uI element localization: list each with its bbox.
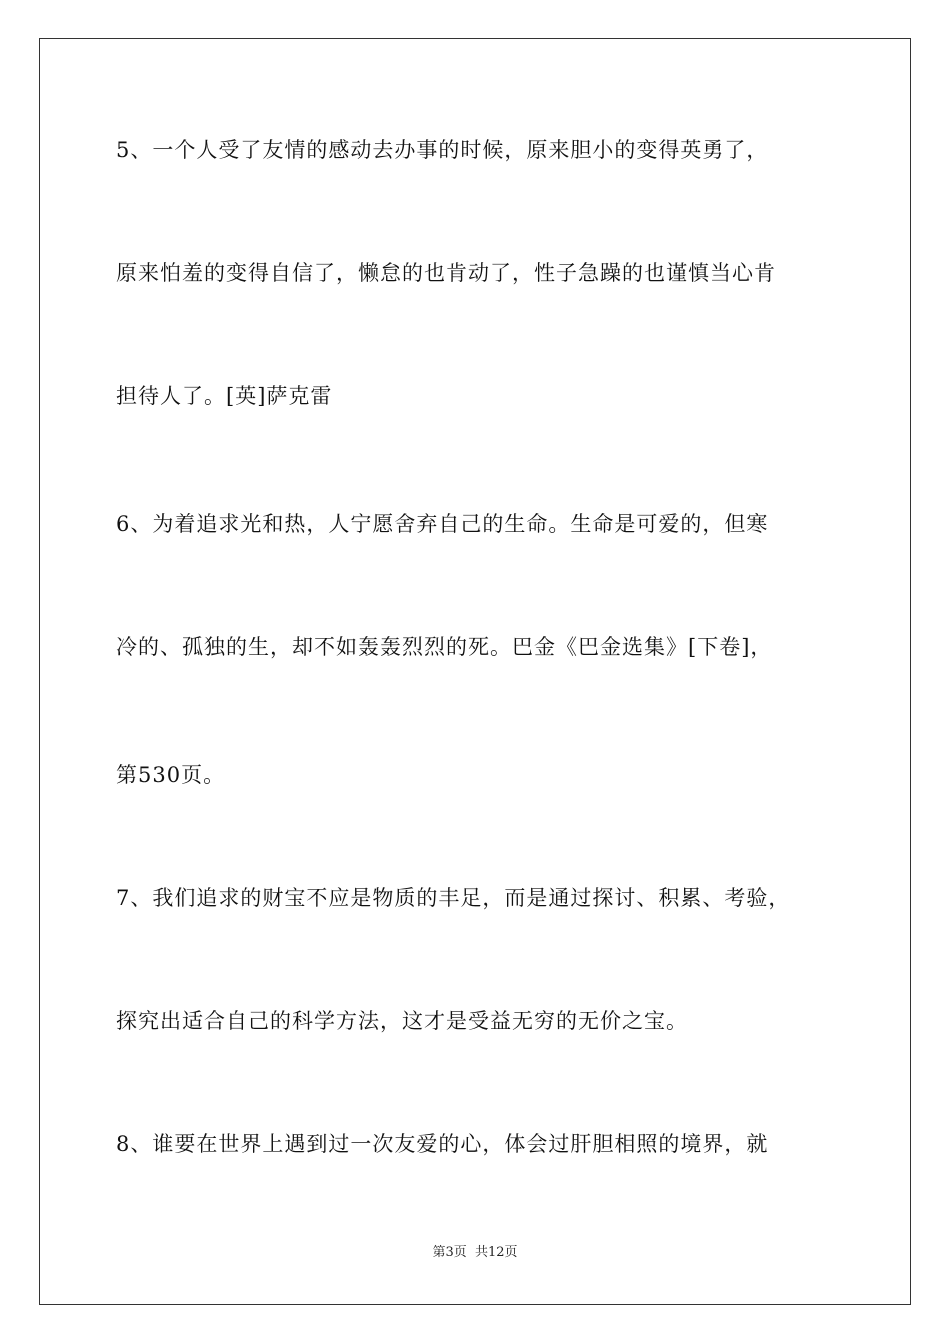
text-line-6: 第530页。 [116, 763, 226, 787]
page-border [39, 38, 911, 1305]
text-line-9: 8、谁要在世界上遇到过一次友爱的心，体会过肝胆相照的境界，就 [116, 1132, 769, 1156]
text-line-5: 冷的、孤独的生，却不如轰轰烈烈的死。巴金《巴金选集》[下卷]， [116, 635, 773, 659]
text-line-3: 担待人了。[英]萨克雷 [116, 384, 333, 408]
text-line-2: 原来怕羞的变得自信了，懒怠的也肯动了，性子急躁的也谨慎当心肯 [116, 261, 776, 285]
text-line-8: 探究出适合自己的科学方法，这才是受益无穷的无价之宝。 [116, 1009, 688, 1033]
text-line-7: 7、我们追求的财宝不应是物质的丰足，而是通过探讨、积累、考验， [116, 886, 791, 910]
page-footer [0, 1244, 950, 1262]
text-line-4: 6、为着追求光和热，人宁愿舍弃自己的生命。生命是可爱的，但寒 [116, 512, 769, 536]
text-line-1: 5、一个人受了友情的感动去办事的时候，原来胆小的变得英勇了， [116, 138, 769, 162]
page-total: 共12页 [474, 1245, 518, 1260]
page-number: 第3页 [432, 1245, 467, 1260]
